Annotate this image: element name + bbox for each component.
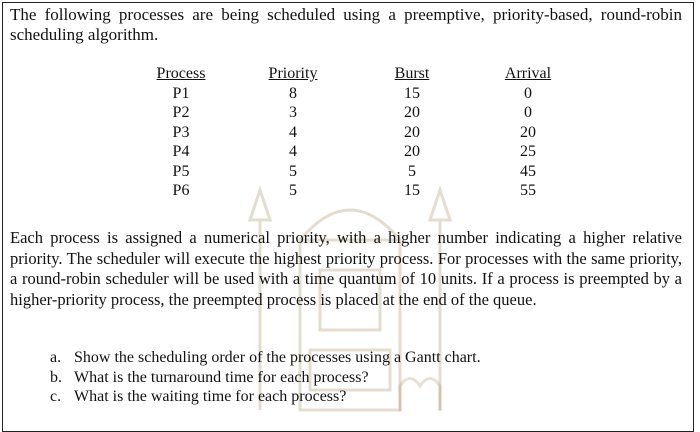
table-row xyxy=(148,123,560,143)
header-process: Process xyxy=(156,65,206,82)
cell-priority: 8 xyxy=(289,84,297,102)
cell-arrival: 25 xyxy=(520,143,536,160)
question-text: What is the waiting time for each process? xyxy=(74,388,347,405)
list-item xyxy=(50,368,481,388)
intro-text: The following processes are being scheduled using a preemptive, priority-based, round-robin scheduling algorithm. xyxy=(10,5,682,44)
cell-priority: 4 xyxy=(289,123,297,141)
list-item xyxy=(50,387,481,407)
cell-priority: 4 xyxy=(289,143,297,160)
header-priority: Priority xyxy=(268,65,318,82)
cell-process: P2 xyxy=(172,104,190,121)
table-header-row xyxy=(148,64,560,84)
table-row xyxy=(148,103,560,123)
cell-priority: 5 xyxy=(289,182,297,199)
cell-burst: 20 xyxy=(404,104,420,121)
cell-arrival: 45 xyxy=(520,162,536,180)
question-list xyxy=(50,348,481,407)
cell-arrival: 0 xyxy=(524,104,532,121)
header-arrival: Arrival xyxy=(504,65,552,82)
table-row xyxy=(148,84,560,104)
header-burst: Burst xyxy=(394,65,430,82)
cell-priority: 5 xyxy=(289,162,297,180)
question-text: Show the scheduling order of the processes using a Gantt chart. xyxy=(74,349,481,366)
cell-process: P6 xyxy=(172,182,190,199)
question-letter: b. xyxy=(50,368,62,386)
cell-burst: 20 xyxy=(404,143,420,160)
list-item xyxy=(50,348,481,368)
cell-process: P3 xyxy=(172,123,190,141)
question-letter: a. xyxy=(50,349,62,366)
cell-burst: 5 xyxy=(408,162,416,180)
cell-arrival: 0 xyxy=(524,84,532,102)
cell-arrival: 20 xyxy=(520,123,536,141)
cell-burst: 20 xyxy=(404,123,420,141)
cell-arrival: 55 xyxy=(520,182,536,199)
cell-process: P5 xyxy=(172,162,190,180)
table-row xyxy=(148,142,560,162)
cell-process: P4 xyxy=(172,143,190,160)
table-row xyxy=(148,181,560,201)
process-table xyxy=(148,64,560,201)
cell-priority: 3 xyxy=(289,104,297,121)
question-text: What is the turnaround time for each process? xyxy=(74,368,369,386)
description-text: Each process is assigned a numerical priority, with a higher number indicating a higher relative priority. The scheduler will execute the highest priority process. For processes with the same priority, a round-robin scheduler will be used with a time quantum of 10 units. If a process is preempted by a higher-priority process, the preempted process is placed at the end of the queue. xyxy=(10,228,682,309)
cell-process: P1 xyxy=(172,84,190,102)
table-row xyxy=(148,162,560,182)
question-letter: c. xyxy=(50,388,62,405)
cell-burst: 15 xyxy=(404,182,420,199)
cell-burst: 15 xyxy=(404,84,420,102)
